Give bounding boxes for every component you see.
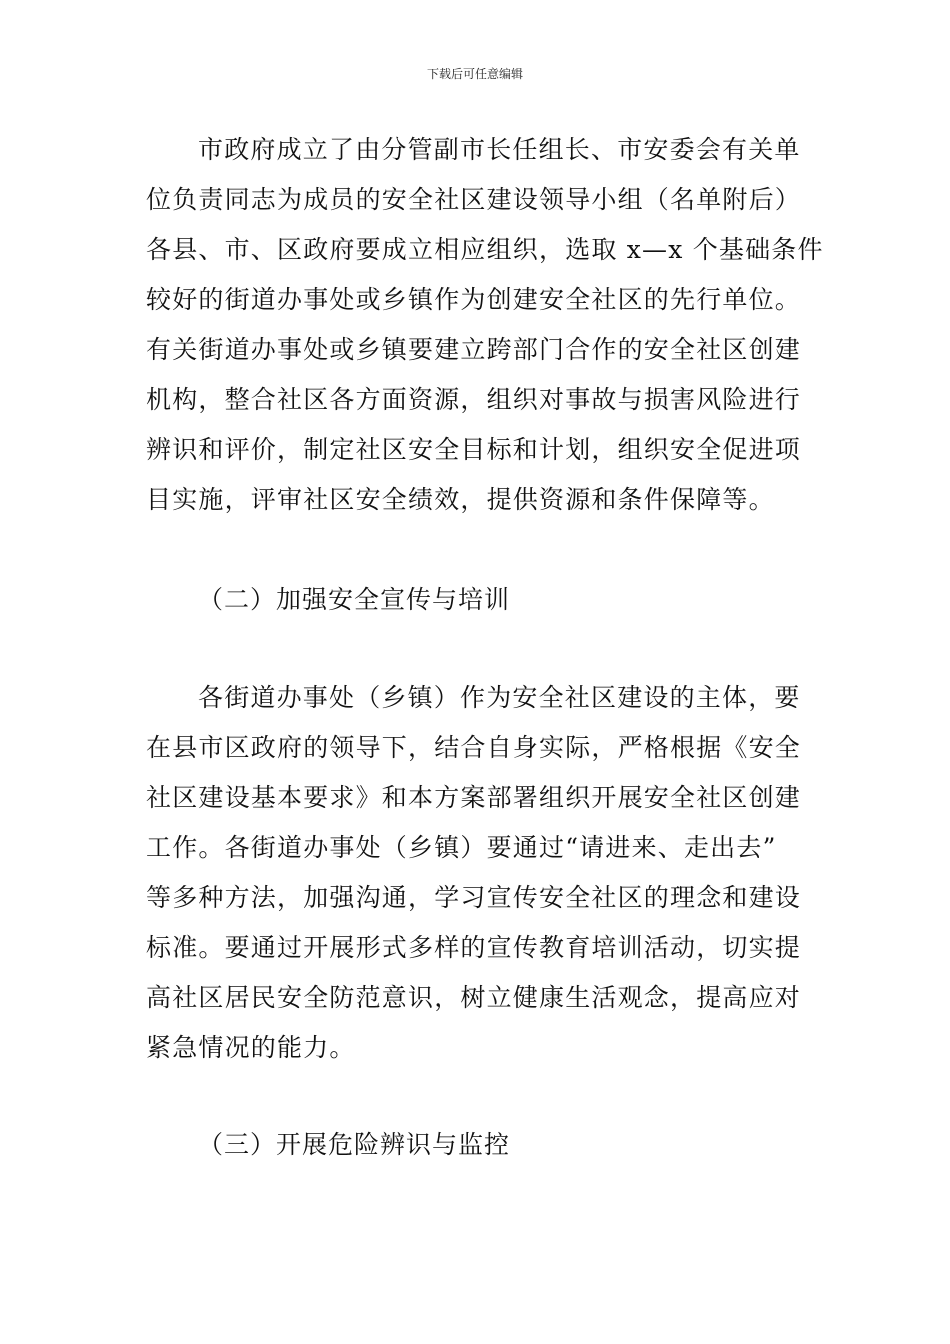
paragraph-line: 社区建设基本要求》和本方案部署组织开展安全社区创建 (146, 783, 802, 812)
paragraph-line: 在县市区政府的领导下，结合自身实际，严格根据《安全 (146, 733, 802, 762)
paragraph-line: 机构，整合社区各方面资源，组织对事故与损害风险进行 (146, 385, 802, 414)
paragraph-line: 高社区居民安全防范意识，树立健康生活观念，提高应对 (146, 983, 802, 1012)
page-header-note: 下载后可任意编辑 (426, 67, 523, 81)
paragraph-line: 标准。要通过开展形式多样的宣传教育培训活动，切实提 (146, 933, 802, 962)
paragraph-line: 有关街道办事处或乡镇要建立跨部门合作的安全社区创建 (146, 335, 802, 364)
section-heading-2: （二）加强安全宣传与培训 (198, 585, 511, 614)
paragraph-line: 等多种方法，加强沟通，学习宣传安全社区的理念和建设 (146, 883, 802, 912)
paragraph-publicity-training (146, 673, 810, 1073)
paragraph-leadership-group (146, 125, 824, 525)
paragraph-line: 较好的街道办事处或乡镇作为创建安全社区的先行单位。 (146, 285, 802, 314)
paragraph-line: 市政府成立了由分管副市长任组长、市安委会有关单 (198, 135, 801, 164)
paragraph-line: 各街道办事处（乡镇）作为安全社区建设的主体，要 (198, 683, 801, 712)
paragraph-line: 位负责同志为成员的安全社区建设领导小组（名单附后） (146, 185, 802, 214)
paragraph-line: 目实施，评审社区安全绩效，提供资源和条件保障等。 (146, 485, 775, 514)
paragraph-line: 工作。各街道办事处（乡镇）要通过“请进来、走出去” (146, 833, 777, 862)
paragraph-line: 辨识和评价，制定社区安全目标和计划，组织安全促进项 (146, 435, 802, 464)
paragraph-line: 各县、市、区政府要成立相应组织，选取 x—x 个基础条件 (146, 235, 824, 264)
paragraph-line: 紧急情况的能力。 (146, 1033, 356, 1062)
section-heading-3: （三）开展危险辨识与监控 (198, 1130, 511, 1159)
